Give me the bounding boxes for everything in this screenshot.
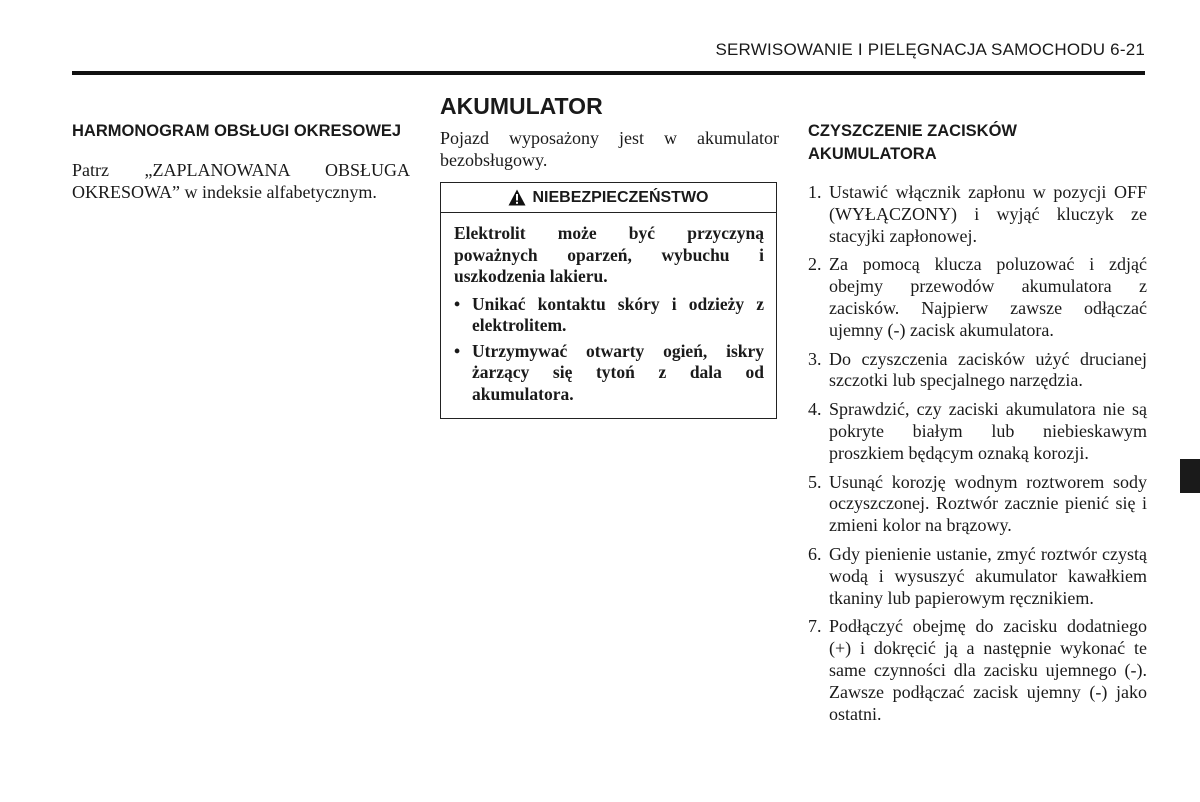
warning-triangle-icon (508, 189, 526, 206)
terminal-cleaning-section (808, 120, 1147, 732)
step-text: Do czyszczenia zacisków użyć drucianej szczotki lub specjalnego narzędzia. (829, 348, 1147, 391)
battery-intro: Pojazd wyposażony jest w akumulator bezobsługowy. (440, 128, 779, 170)
step-item (808, 254, 1147, 341)
danger-box (440, 182, 777, 419)
step-number: 6. (808, 543, 822, 564)
step-item (808, 544, 1147, 609)
step-number: 2. (808, 254, 822, 275)
danger-list (454, 294, 764, 406)
maintenance-schedule-heading: HARMONOGRAM OBSŁUGI OKRESOWEJ (72, 122, 402, 140)
danger-title: NIEBEZPIECZEŃSTWO (532, 188, 709, 206)
running-header: SERWISOWANIE I PIELĘGNACJA SAMOCHODU 6-21 (715, 40, 1145, 59)
step-number: 7. (808, 616, 822, 637)
step-item (808, 472, 1147, 537)
step-number: 4. (808, 399, 822, 420)
danger-body (441, 213, 776, 418)
bullet-icon: • (454, 293, 461, 314)
cleaning-steps-list (808, 182, 1147, 725)
header-rule (72, 71, 1145, 75)
step-text: Sprawdzić, czy zaciski akumulatora nie są pokryte białym lub niebieskawym proszkiem będącym oznaką korozji. (829, 399, 1147, 463)
danger-text: Elektrolit może być przyczyną poważnych oparzeń, wybuchu i uszkodzenia lakieru. (454, 223, 764, 286)
step-number: 5. (808, 471, 822, 492)
step-text: Podłączyć obejmę do zacisku dodatniego (+) i dokręcić ją a następnie wykonać te same czynności dla zacisku ujemnego (-). Zawsze podłączać zacisk ujemny (-) jako ostatni. (829, 616, 1147, 724)
danger-header (441, 183, 776, 213)
battery-heading: AKUMULATOR (440, 93, 603, 119)
danger-list-item-text: Unikać kontaktu skóry i odzieży z elektrolitem. (472, 293, 764, 335)
maintenance-schedule-section (72, 120, 410, 203)
step-text: Usunąć korozję wodnym roztworem sody oczyszczonej. Roztwór zacznie pienić się i zmieni kolor na brązowy. (829, 471, 1147, 536)
step-item (808, 349, 1147, 393)
danger-list-item-text: Utrzymywać otwarty ogień, iskry żarzący się tytoń z dala od akumulatora. (472, 340, 764, 404)
step-item (808, 616, 1147, 725)
chapter-thumb-tab (1180, 459, 1200, 493)
battery-section (440, 92, 779, 419)
terminal-cleaning-heading: CZYSZCZENIE ZACISKÓW AKUMULATORA (808, 122, 1017, 163)
bullet-icon: • (454, 340, 461, 361)
step-number: 3. (808, 348, 822, 369)
step-text: Ustawić włącznik zapłonu w pozycji OFF (WYŁĄCZONY) i wyjąć kluczyk ze stacyjki zapłonowej. (829, 182, 1147, 246)
step-item (808, 399, 1147, 464)
step-text: Za pomocą klucza poluzować i zdjąć obejmy przewodów akumulatora z zacisków. Najpierw zawsze odłączać ujemny (-) zacisk akumulatora. (829, 254, 1147, 340)
maintenance-schedule-text: Patrz „ZAPLANOWANA OBSŁUGA OKRESOWA” w indeksie alfabetycznym. (72, 160, 410, 202)
danger-list-item (454, 294, 764, 337)
step-number: 1. (808, 182, 822, 202)
step-text: Gdy pienienie ustanie, zmyć roztwór czystą wodą i wysuszyć akumulator kawałkiem tkaniny lub papierowym ręcznikiem. (829, 543, 1147, 608)
step-item (808, 182, 1147, 247)
danger-list-item (454, 341, 764, 406)
